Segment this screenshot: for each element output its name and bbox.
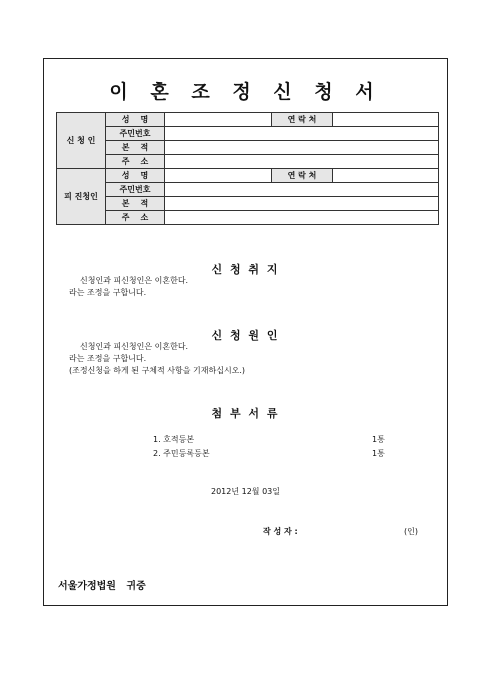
respondent-id-field[interactable] [165,183,439,197]
cause-line-1: 신청인과 피신청인은 이혼한다. [80,342,189,351]
seal-label: (인) [404,527,418,536]
form-frame [43,58,448,606]
applicant-address-field[interactable] [165,155,439,169]
attachment-item-1: 1. 호적등본 [153,435,195,444]
respondent-domicile-label: 본 적 [106,197,165,211]
applicant-domicile-field[interactable] [165,141,439,155]
party-info-table [56,112,439,225]
court-addressee: 서울가정법원 귀중 [58,581,146,592]
applicant-id-label: 주민번호 [106,127,165,141]
applicant-name-label: 성 명 [106,113,165,127]
applicant-name-field[interactable] [165,113,272,127]
respondent-address-label: 주 소 [106,211,165,225]
purpose-heading: 신 청 취 지 [211,263,280,276]
cause-text [69,341,245,377]
attachments-heading: 첨 부 서 류 [211,407,280,420]
respondent-name-field[interactable] [165,169,272,183]
cause-heading: 신 청 원 인 [211,329,280,342]
respondent-group-label: 피 진청인 [57,169,106,225]
author-label: 작 성 자 : [263,527,298,536]
cause-line-3: (조정신청을 하게 된 구체적 사항을 기재하십시오.) [69,366,246,375]
respondent-id-label: 주민번호 [106,183,165,197]
attachment-count-2: 1통 [372,449,385,458]
applicant-address-label: 주 소 [106,155,165,169]
cause-line-2: 라는 조정을 구합니다. [69,354,147,363]
applicant-contact-field[interactable] [333,113,439,127]
applicant-id-field[interactable] [165,127,439,141]
respondent-contact-label: 연 락 처 [272,169,333,183]
respondent-address-field[interactable] [165,211,439,225]
applicant-domicile-label: 본 적 [106,141,165,155]
purpose-line-1: 신청인과 피신청인은 이혼한다. [80,276,189,285]
respondent-name-label: 성 명 [106,169,165,183]
purpose-text [69,275,188,299]
applicant-group-label: 신 청 인 [57,113,106,169]
attachment-item-2: 2. 주민등록등본 [153,449,210,458]
document-title: 이 혼 조 정 신 청 서 [109,81,382,103]
respondent-contact-field[interactable] [333,169,439,183]
purpose-line-2: 라는 조정을 구합니다. [69,288,147,297]
applicant-contact-label: 연 락 처 [272,113,333,127]
filing-date: 2012년 12월 03일 [211,487,280,496]
respondent-domicile-field[interactable] [165,197,439,211]
attachment-count-1: 1통 [372,435,385,444]
